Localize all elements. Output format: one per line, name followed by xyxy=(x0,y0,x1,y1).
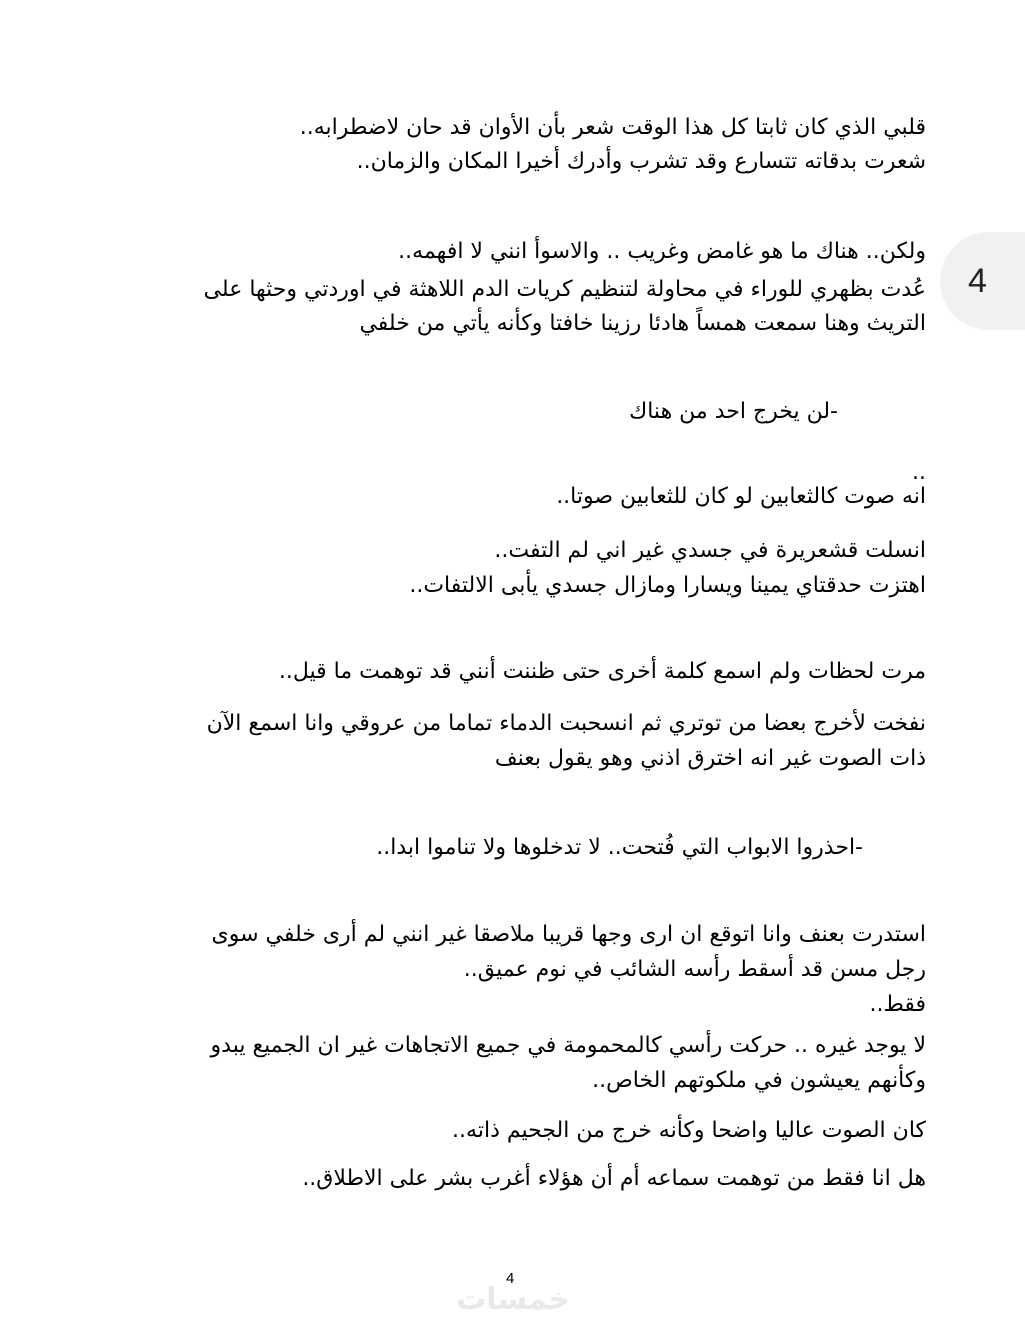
text-line: ذات الصوت غير انه اخترق اذني وهو يقول بعنف xyxy=(494,746,926,771)
text-line: استدرت بعنف وانا اتوقع ان ارى وجها قريبا ملاصقا غير انني لم أرى خلفي سوى xyxy=(211,922,926,947)
text-line: اهتزت حدقتاي يمينا ويسارا ومازال جسدي يأبى الالتفات.. xyxy=(409,573,926,598)
text-line: مرت لحظات ولم اسمع كلمة أخرى حتى ظننت أنني قد توهمت ما قيل.. xyxy=(278,659,926,684)
page-tab xyxy=(940,232,1025,330)
text-line: نفخت لأخرج بعضا من توتري ثم انسحبت الدماء تماما من عروقي وانا اسمع الآن xyxy=(206,711,926,736)
text-line: هل انا فقط من توهمت سماعه أم أن هؤلاء أغرب بشر على الاطلاق.. xyxy=(302,1166,926,1191)
text-line: فقط.. xyxy=(869,992,926,1017)
text-line: شعرت بدقاته تتسارع وقد تشرب وأدرك أخيرا المكان والزمان.. xyxy=(356,149,926,174)
text-line: قلبي الذي كان ثابتا كل هذا الوقت شعر بأن الأوان قد حان لاضطرابه.. xyxy=(299,115,926,140)
text-line: انه صوت كالثعابين لو كان للثعابين صوتا.. xyxy=(556,484,926,509)
dialogue-line: -احذروا الابواب التي فُتحت.. لا تدخلوها ولا تناموا ابدا.. xyxy=(376,835,863,860)
text-line: لا يوجد غيره .. حركت رأسي كالمحمومة في جميع الاتجاهات غير ان الجميع يبدو xyxy=(210,1033,926,1058)
dialogue-line: -لن يخرج احد من هناك xyxy=(629,399,838,424)
text-line: ولكن.. هناك ما هو غامض وغريب .. والاسوأ انني لا افهمه.. xyxy=(398,239,926,264)
page-number: 4 xyxy=(506,1270,515,1287)
watermark-logo: خمسات xyxy=(456,1282,570,1317)
text-line: رجل مسن قد أسقط رأسه الشائب في نوم عميق.. xyxy=(463,957,926,982)
text-line: وكأنهم يعيشون في ملكوتهم الخاص.. xyxy=(592,1068,926,1093)
text-line: .. xyxy=(912,460,926,485)
text-line: كان الصوت عاليا واضحا وكأنه خرج من الجحيم ذاته.. xyxy=(452,1118,926,1143)
page-tab-number: 4 xyxy=(968,262,987,300)
text-line: التريث وهنا سمعت همساً هادئا رزينا خافتا وكأنه يأتي من خلفي xyxy=(359,311,926,336)
text-line: انسلت قشعريرة في جسدي غير اني لم التفت.. xyxy=(494,538,926,563)
text-line: عُدت بظهري للوراء في محاولة لتنظيم كريات الدم اللاهثة في اوردتي وحثها على xyxy=(203,277,926,302)
